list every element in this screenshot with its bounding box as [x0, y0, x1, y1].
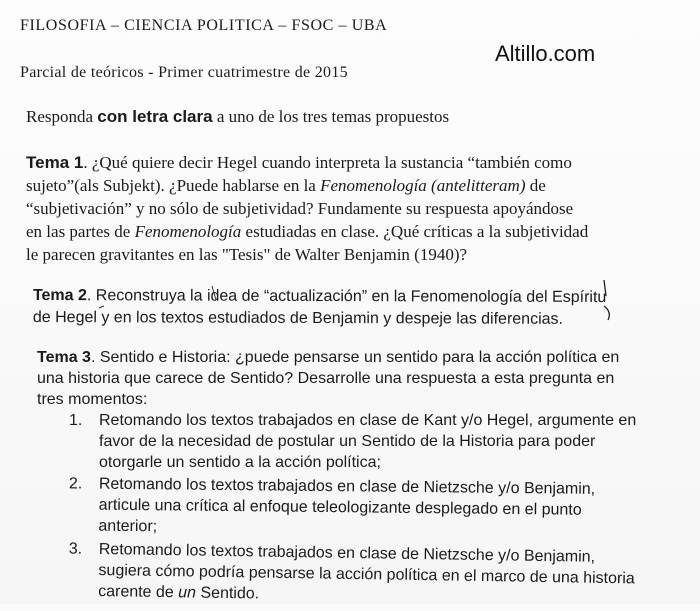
instruction-line	[26, 107, 449, 127]
site-watermark: Altillo.com	[495, 41, 596, 66]
list-item-line: favor de la necesidad de postular un Sentido de la Historia para poder	[99, 433, 596, 450]
tema-1-line-5: le parecen gravitantes en las "Tesis" de Walter Benjamin (1940)?	[26, 245, 468, 264]
tema-1-line-4-a: en las partes de	[26, 222, 135, 241]
list-item-line-italic: un	[178, 584, 197, 602]
tema-1-line-2-italic: Fenomenología (antelitteram)	[320, 176, 526, 195]
course-header: FILOSOFIA – CIENCIA POLITICA – FSOC – UBA	[20, 17, 388, 34]
tema-3-intro-line-1	[37, 347, 697, 368]
exam-subtitle: Parcial de teóricos - Primer cuatrimestre de 2015	[20, 64, 348, 81]
tema-2-line-1-text: . Reconstruya la idea de “actualización” en la Fenomenología del Espíritu	[86, 287, 607, 307]
list-item-line: articule una crítica al enfoque teleologizante desplegado en el punto	[98, 496, 582, 519]
tema-1-block	[26, 151, 696, 266]
tema-3-block	[37, 347, 697, 601]
list-item-number: 2.	[68, 475, 83, 493]
instruction-after: a uno de los tres temas propuestos	[212, 107, 450, 126]
tema-1-line-1-text: . ¿Qué quiere decir Hegel cuando interpreta la sustancia “también como	[83, 153, 572, 172]
list-item-line: Retomando los textos trabajados en clase de Nietzsche y/o Benjamin,	[98, 540, 596, 566]
tema-2-label: Tema 2	[32, 287, 87, 305]
list-item-line: otorgarle un sentido a la acción política;	[99, 454, 381, 471]
list-item-line: Retomando los textos trabajados en clase de Nietzsche y/o Benjamin,	[98, 475, 596, 498]
instruction-before: Responda	[26, 107, 98, 126]
list-item	[36, 538, 697, 611]
tema-2-line-2: de Hegel y en los textos estudiados de Benjamin y despeje las diferencias.	[32, 308, 564, 328]
instruction-emphasis: con letra clara	[97, 107, 213, 126]
list-item-line: sugiera cómo podría pensarse la acción política en el marco de una historia	[98, 561, 635, 588]
tema-2-line-1	[33, 285, 693, 309]
tema-1-line-4-b: estudiadas en clase. ¿Qué críticas a la subjetividad	[241, 222, 589, 241]
tema-1-line-2-a: sujeto”(als Subjekt). ¿Puede hablarse en la	[26, 176, 321, 195]
tema-1-line-4	[26, 220, 696, 243]
tema-1-line-4-italic: Fenomenología	[134, 222, 242, 241]
tema-3-list	[37, 410, 697, 601]
list-item-number: 3.	[68, 540, 83, 558]
tema-1-line-2-b: de	[525, 176, 546, 195]
tema-1-line-3: “subjetivación” y no sólo de subjetividad? Fundamente su respuesta apoyándose	[26, 199, 574, 218]
list-item-line-a: carente de	[98, 582, 179, 602]
list-item	[36, 473, 697, 543]
tema-3-intro-line-1-text: . Sentido e Historia: ¿puede pensarse un sentido para la acción política en	[90, 349, 620, 366]
tema-1-line-1	[26, 151, 696, 174]
list-item	[37, 410, 697, 473]
tema-3-intro-line-3: tres momentos:	[37, 391, 148, 408]
tema-2-block	[33, 285, 693, 331]
list-item-number: 1.	[69, 412, 83, 429]
tema-1-line-2	[26, 174, 696, 197]
tema-3-intro-line-2: una historia que carece de Sentido? Desarrolle una respuesta a esta pregunta en	[37, 370, 615, 387]
list-item-line: Retomando los textos trabajados en clase de Kant y/o Hegel, argumente en	[99, 412, 637, 429]
tema-1-label: Tema 1	[26, 153, 84, 172]
list-item-line-b: Sentido.	[195, 584, 260, 603]
list-item-line: anterior;	[98, 517, 158, 536]
tema-3-label: Tema 3	[37, 349, 91, 366]
